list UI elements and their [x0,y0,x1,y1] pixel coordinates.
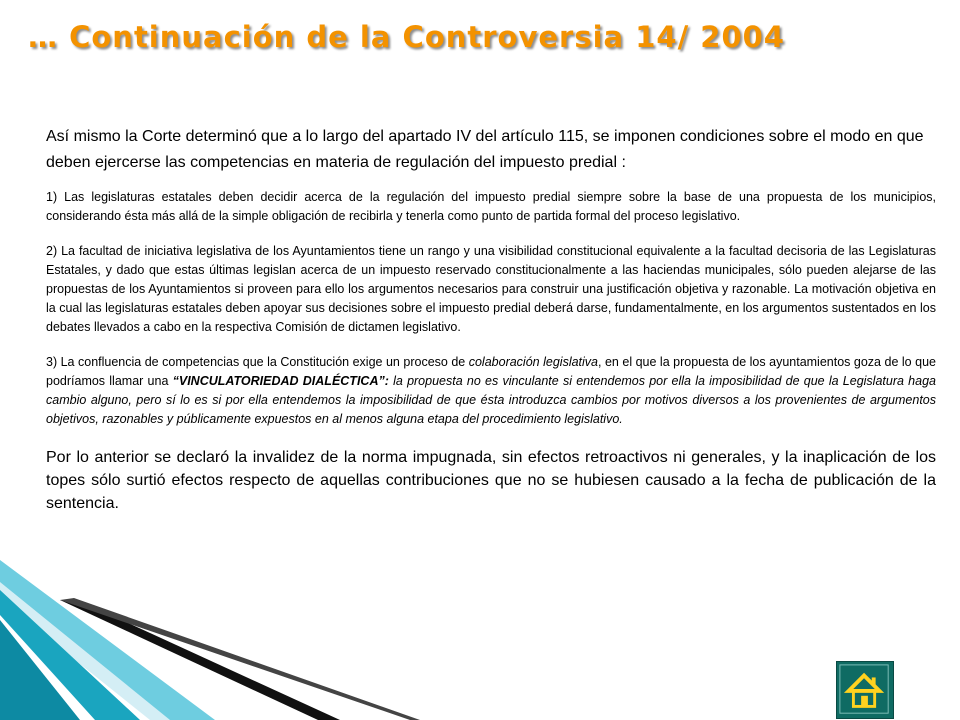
point-3-text-c: , en el que la propuesta de los ayuntamientos goza de lo que podríamos llamar una [46,355,936,388]
home-icon [837,662,893,718]
corner-decoration [0,560,420,720]
point-1: 1) Las legislaturas estatales deben decidir acerca de la regulación del impuesto predial siempre sobre la base de una propuesta de los municipios, considerando ésta más allá de la simple obligación de recibirla y tenerla como punto de partida formal del proceso legislativo. [46,190,936,223]
point-3-emphasis: colaboración legislativa [468,355,598,369]
intro-paragraph: Así mismo la Corte determinó que a lo largo del apartado IV del artículo 115, se imponen condiciones sobre el modo en que deben ejercerse las competencias en materia de regulación del impuesto predial : [46,128,924,171]
slide-body [46,124,936,515]
point-3-key-term: “VINCULATORIEDAD DIALÉCTICA”: [172,374,389,388]
slide-title: … Continuación de la Controversia 14/ 2004 [28,20,785,54]
point-3-text-a: 3) La confluencia de competencias que la Constitución exige un proceso de [46,355,469,369]
point-3-text-e: la propuesta no es vinculante si entendemos por ella la imposibilidad de que la Legislatura haga cambio alguno, pero sí lo es si por ella entendemos la imposibilidad de que ésta introduzca cambios por motivos diversos a los provenientes de argumentos objetivos, razonables y públicamente expuestos en al menos alguna etapa del procedimiento legislativo. [46,374,936,426]
home-button[interactable] [836,661,894,719]
conclusion-paragraph: Por lo anterior se declaró la invalidez de la norma impugnada, sin efectos retroactivos ni generales, y la inaplicación de los topes sólo surtió efectos respecto de aquellas contribuciones que no se hubiesen causado a la fecha de publicación de la sentencia. [46,449,936,512]
point-2: 2) La facultad de iniciativa legislativa de los Ayuntamientos tiene un rango y una visibilidad constitucional equivalente a la facultad decisoria de las Legislaturas Estatales, y dado que estas últimas legislan acerca de un impuesto reservado constitucionalmente a las haciendas municipales, sólo pueden alejarse de las propuestas de los Ayuntamientos si proveen para ello los argumentos necesarios para construir una justificación objetiva y razonable. La motivación objetiva en la cual las legislaturas estatales deben apoyar sus decisiones sobre el impuesto predial deberá darse, fundamentalmente, en los argumentos sustentados en los debates llevados a cabo en la respectiva Comisión de dictamen legislativo. [46,244,936,334]
point-3 [46,353,936,429]
